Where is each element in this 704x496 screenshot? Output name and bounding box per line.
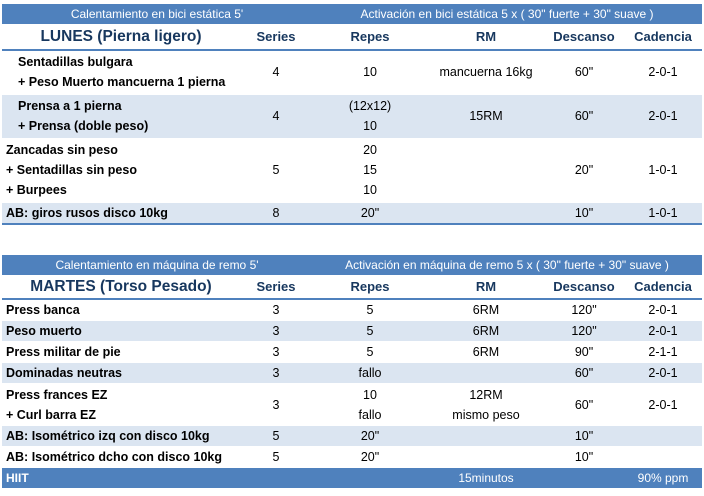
series-cell: 3 — [240, 299, 312, 321]
header-cadencia: Cadencia — [624, 24, 702, 50]
rm-cell: 6RM — [428, 342, 544, 363]
series-cell: 3 — [240, 342, 312, 363]
repes-line: 10 — [363, 387, 377, 402]
descanso-cell: 90" — [544, 342, 624, 363]
repes-cell: 5 — [312, 342, 428, 363]
repes-cell: 20" — [312, 202, 428, 224]
repes-cell: fallo — [312, 363, 428, 384]
descanso-cell: 120" — [544, 321, 624, 342]
monday-activation: Activación en bici estática 5 x ( 30" fuerte + 30" suave ) — [312, 4, 702, 24]
hiit-intensity: 90% ppm — [624, 468, 702, 488]
header-cadencia: Cadencia — [624, 275, 702, 299]
header-repes: Repes — [312, 24, 428, 50]
repes-cell: 5 — [312, 321, 428, 342]
exercise-cell: Press militar de pie — [2, 342, 240, 363]
monday-warmup: Calentamiento en bici estática 5' — [2, 4, 312, 24]
cadencia-cell: 2-0-1 — [624, 299, 702, 321]
rm-line: mismo peso — [452, 407, 520, 422]
rm-cell — [428, 426, 544, 447]
table-row — [2, 426, 702, 447]
monday-day-title: LUNES (Pierna ligero) — [2, 24, 240, 50]
rm-cell: mancuerna 16kg — [428, 50, 544, 94]
exercise-line: + Peso Muerto mancuerna 1 pierna — [18, 75, 226, 90]
exercise-line: + Curl barra EZ — [6, 407, 96, 422]
exercise-cell: Dominadas neutras — [2, 363, 240, 384]
rm-cell: 15RM — [428, 94, 544, 138]
exercise-line: Zancadas sin peso — [6, 143, 118, 157]
rm-cell — [428, 363, 544, 384]
repes-line: 15 — [363, 163, 377, 177]
cadencia-cell: 2-0-1 — [624, 363, 702, 384]
hiit-duration: 15minutos — [428, 468, 544, 488]
series-cell: 4 — [240, 94, 312, 138]
series-cell: 5 — [272, 450, 280, 465]
exercise-cell: AB: Isométrico dcho con disco 10kg — [6, 450, 223, 465]
series-cell: 3 — [240, 384, 312, 426]
exercise-line: + Sentadillas sin peso — [6, 163, 137, 177]
table-row — [2, 342, 702, 363]
series-cell: 8 — [240, 202, 312, 224]
repes-line: 10 — [363, 119, 377, 133]
exercise-cell: Peso muerto — [2, 321, 240, 342]
cadencia-cell: 1-0-1 — [624, 202, 702, 224]
table-row — [2, 94, 702, 138]
exercise-line: + Burpees — [6, 183, 67, 197]
hiit-label: HIIT — [2, 468, 240, 488]
rm-cell — [428, 138, 544, 202]
descanso-cell: 10" — [574, 450, 594, 465]
monday-table — [2, 4, 702, 225]
table-row — [2, 299, 702, 321]
tuesday-table — [2, 255, 702, 488]
tuesday-activation: Activación en máquina de remo 5 x ( 30" fuerte + 30" suave ) — [312, 255, 702, 275]
descanso-cell: 10" — [544, 202, 624, 224]
cadencia-cell: 2-0-1 — [624, 94, 702, 138]
tuesday-day-title: MARTES (Torso Pesado) — [2, 275, 240, 299]
descanso-cell: 120" — [544, 299, 624, 321]
descanso-cell: 60" — [544, 363, 624, 384]
rm-cell: 6RM — [428, 299, 544, 321]
repes-line: 20 — [363, 143, 377, 157]
repes-cell: 20" — [312, 426, 428, 447]
table-row — [2, 363, 702, 384]
cadencia-cell: 2-1-1 — [624, 342, 702, 363]
header-series: Series — [240, 275, 312, 299]
series-cell: 3 — [240, 363, 312, 384]
rm-cell: 6RM — [428, 321, 544, 342]
header-descanso: Descanso — [544, 275, 624, 299]
header-rm: RM — [428, 275, 544, 299]
exercise-cell: Press banca — [2, 299, 240, 321]
table-row — [2, 202, 702, 224]
descanso-cell: 60" — [544, 384, 624, 426]
repes-line: fallo — [358, 407, 382, 422]
cadencia-cell: 2-0-1 — [624, 384, 702, 426]
descanso-cell: 20" — [544, 138, 624, 202]
cadencia-cell — [624, 447, 702, 468]
repes-cell: 5 — [312, 299, 428, 321]
exercise-line: Sentadillas bulgara — [18, 55, 133, 70]
repes-cell: 10 — [312, 50, 428, 94]
cadencia-cell: 2-0-1 — [624, 50, 702, 94]
table-row — [2, 447, 702, 468]
descanso-cell: 60" — [544, 50, 624, 94]
rm-line: 12RM — [469, 387, 503, 402]
exercise-cell: AB: Isométrico izq con disco 10kg — [2, 426, 240, 447]
header-descanso: Descanso — [544, 24, 624, 50]
series-cell: 5 — [240, 426, 312, 447]
table-row — [2, 321, 702, 342]
descanso-cell: 60" — [544, 94, 624, 138]
exercise-cell: AB: giros rusos disco 10kg — [2, 202, 240, 224]
table-row — [2, 50, 702, 94]
tuesday-warmup: Calentamiento en máquina de remo 5' — [2, 255, 312, 275]
table-row — [2, 384, 702, 426]
cadencia-cell: 1-0-1 — [624, 138, 702, 202]
exercise-line: Press frances EZ — [6, 387, 108, 402]
rm-cell — [428, 447, 544, 468]
header-repes: Repes — [312, 275, 428, 299]
series-cell: 4 — [240, 50, 312, 94]
exercise-line: Prensa a 1 pierna — [18, 99, 122, 113]
repes-line: (12x12) — [348, 99, 392, 113]
descanso-cell: 10" — [544, 426, 624, 447]
header-rm: RM — [428, 24, 544, 50]
table-row — [2, 138, 702, 202]
header-series: Series — [240, 24, 312, 50]
exercise-line: + Prensa (doble peso) — [18, 119, 149, 133]
rm-cell — [428, 202, 544, 224]
repes-line: 10 — [363, 183, 377, 197]
hiit-row — [2, 468, 702, 488]
series-cell: 5 — [240, 138, 312, 202]
cadencia-cell: 2-0-1 — [624, 321, 702, 342]
cadencia-cell — [624, 426, 702, 447]
series-cell: 3 — [240, 321, 312, 342]
repes-cell: 20" — [360, 450, 380, 465]
